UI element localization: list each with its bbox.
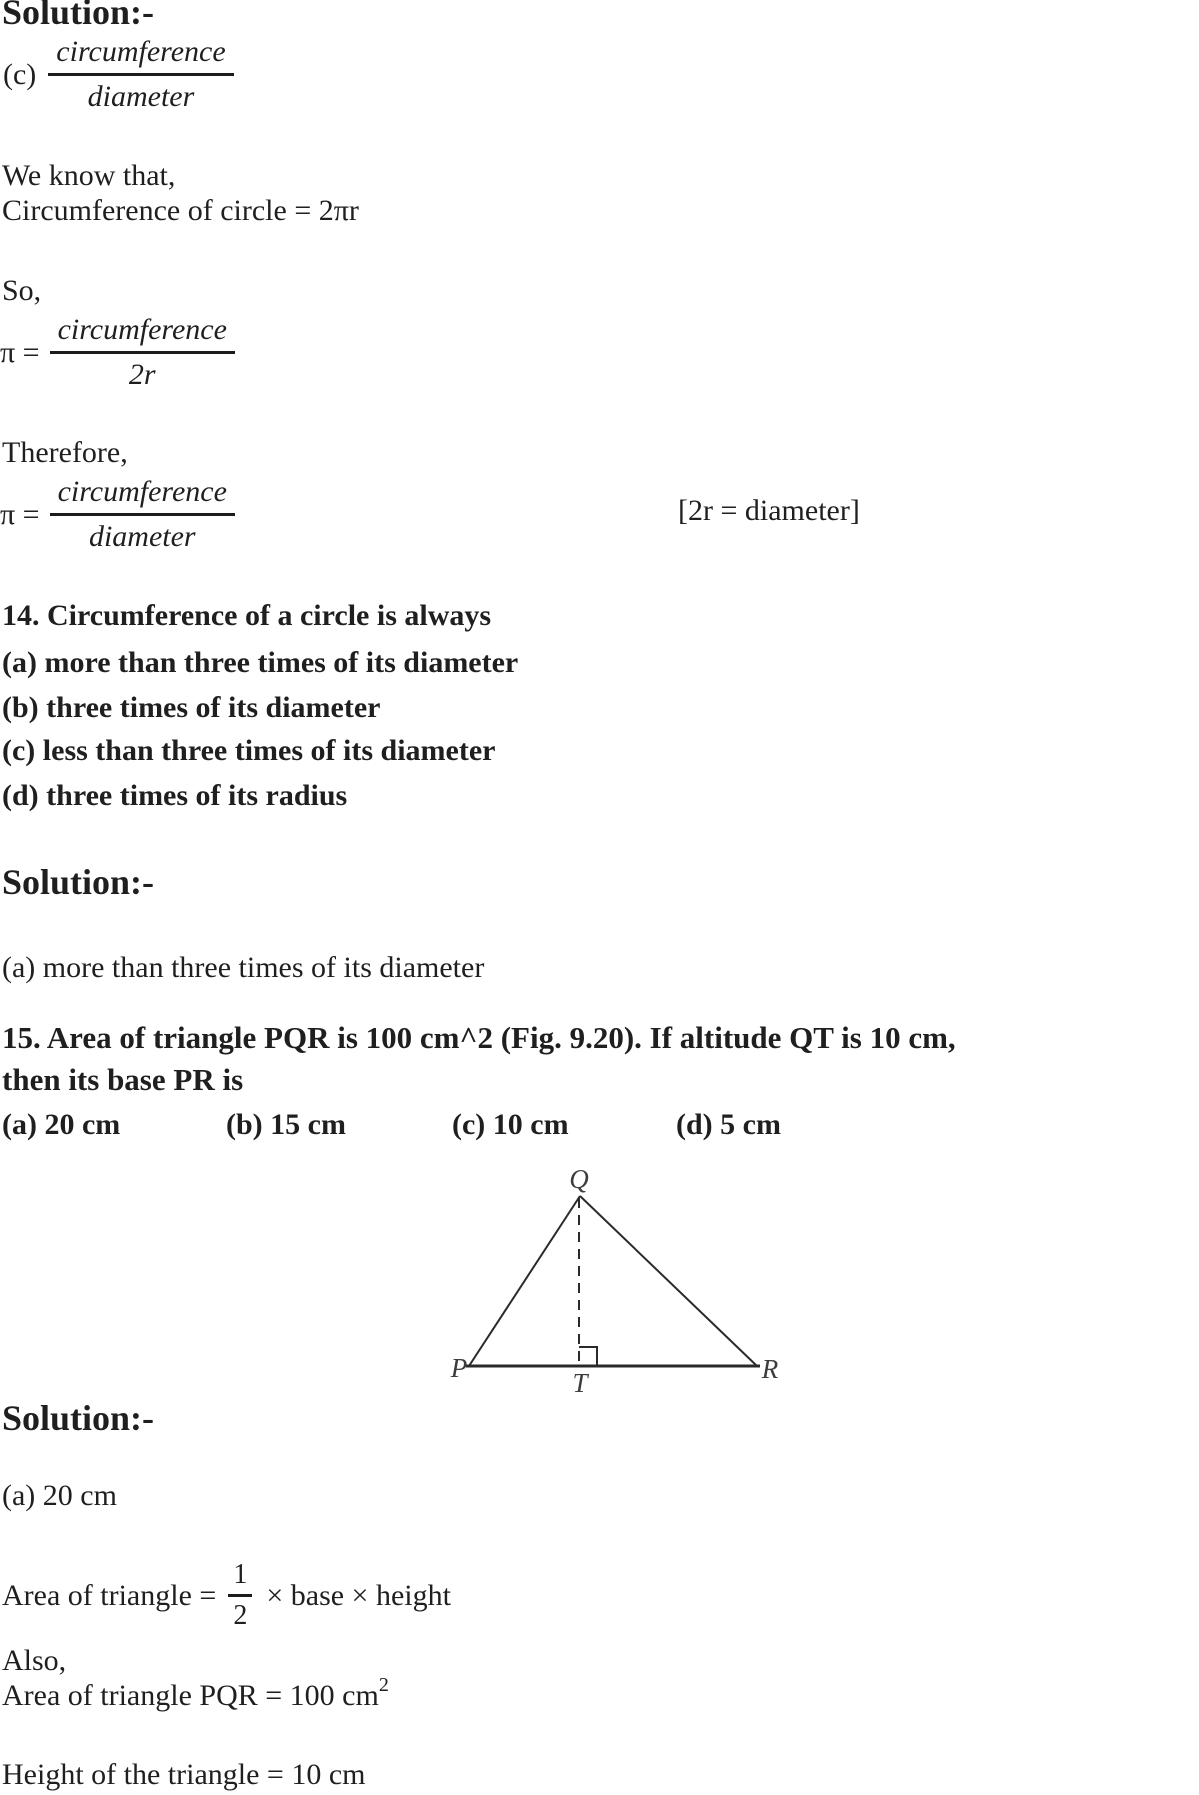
question15-title [2, 1017, 956, 1101]
fraction-circumference-diameter [48, 36, 233, 113]
squared-superscript: 2 [378, 1674, 389, 1696]
question15-answer: (a) 20 cm [2, 1479, 117, 1512]
fraction-denominator: 2r [128, 358, 156, 391]
pi-fraction-row-2 [0, 476, 235, 553]
area-formula-prefix: Area of triangle = [2, 1578, 217, 1612]
question15-option-a: (a) 20 cm [2, 1108, 121, 1141]
pi-fraction-row-1 [0, 314, 235, 391]
we-know-line: We know that, [2, 159, 176, 192]
so-line: So, [2, 274, 42, 307]
triangle-left-side [469, 1196, 580, 1366]
fraction-numerator: circumference [57, 475, 227, 508]
question15-title-line2: then its base PR is [2, 1062, 244, 1097]
fraction-numerator: circumference [57, 313, 227, 346]
area-pqr-text: Area of triangle PQR = 100 cm [2, 1679, 379, 1712]
question14-answer: (a) more than three times of its diameter [2, 951, 485, 984]
vertex-label-p: P [450, 1353, 468, 1383]
triangle-right-side [580, 1196, 757, 1366]
question14-title: 14. Circumference of a circle is always [2, 599, 492, 632]
right-angle-mark [579, 1347, 597, 1365]
fraction-c-row [3, 36, 234, 113]
question15-option-d: (d) 5 cm [676, 1108, 781, 1141]
therefore-line: Therefore, [2, 436, 128, 469]
vertex-label-r: R [761, 1354, 779, 1384]
question14-option-b: (b) three times of its diameter [2, 691, 381, 724]
foot-label-t: T [572, 1368, 588, 1398]
pi-equals-label: π = [0, 335, 40, 369]
fraction-denominator: 2 [233, 1600, 248, 1631]
question14-option-c: (c) less than three times of its diameter [2, 734, 496, 767]
pi-equals-label: π = [0, 497, 40, 531]
height-line: Height of the triangle = 10 cm [2, 1758, 366, 1791]
option-c-label: (c) [3, 57, 37, 91]
fraction-numerator: circumference [56, 35, 226, 68]
question14-option-d: (d) three times of its radius [2, 779, 348, 812]
question15-option-b: (b) 15 cm [226, 1108, 346, 1141]
fraction-circumference-diameter [50, 476, 235, 553]
circumference-formula-line: Circumference of circle = 2πr [2, 194, 359, 227]
fraction-denominator: diameter [87, 80, 195, 113]
fraction-one-half [228, 1560, 252, 1631]
fraction-circumference-2r [50, 314, 235, 391]
area-formula-row [2, 1560, 451, 1631]
question15-option-c: (c) 10 cm [452, 1108, 569, 1141]
solution-heading-2: Solution:- [2, 862, 155, 902]
solution-heading-3: Solution:- [2, 1398, 155, 1438]
question14-option-a: (a) more than three times of its diameter [2, 646, 519, 679]
solution-heading-1: Solution:- [2, 0, 155, 32]
area-formula-suffix: × base × height [266, 1578, 451, 1612]
fraction-numerator: 1 [233, 1559, 248, 1590]
question15-title-line1: 15. Area of triangle PQR is 100 cm^2 (Fig. 9.20). If altitude QT is 10 cm, [2, 1020, 956, 1055]
vertex-label-q: Q [569, 1164, 589, 1194]
figure-9-20-triangle [430, 1148, 800, 1403]
area-pqr-line [2, 1674, 389, 1715]
fraction-denominator: diameter [88, 520, 196, 553]
side-note-2r-diameter: [2r = diameter] [678, 494, 860, 527]
question15-options-row [0, 1106, 1199, 1146]
also-line: Also, [2, 1644, 67, 1677]
